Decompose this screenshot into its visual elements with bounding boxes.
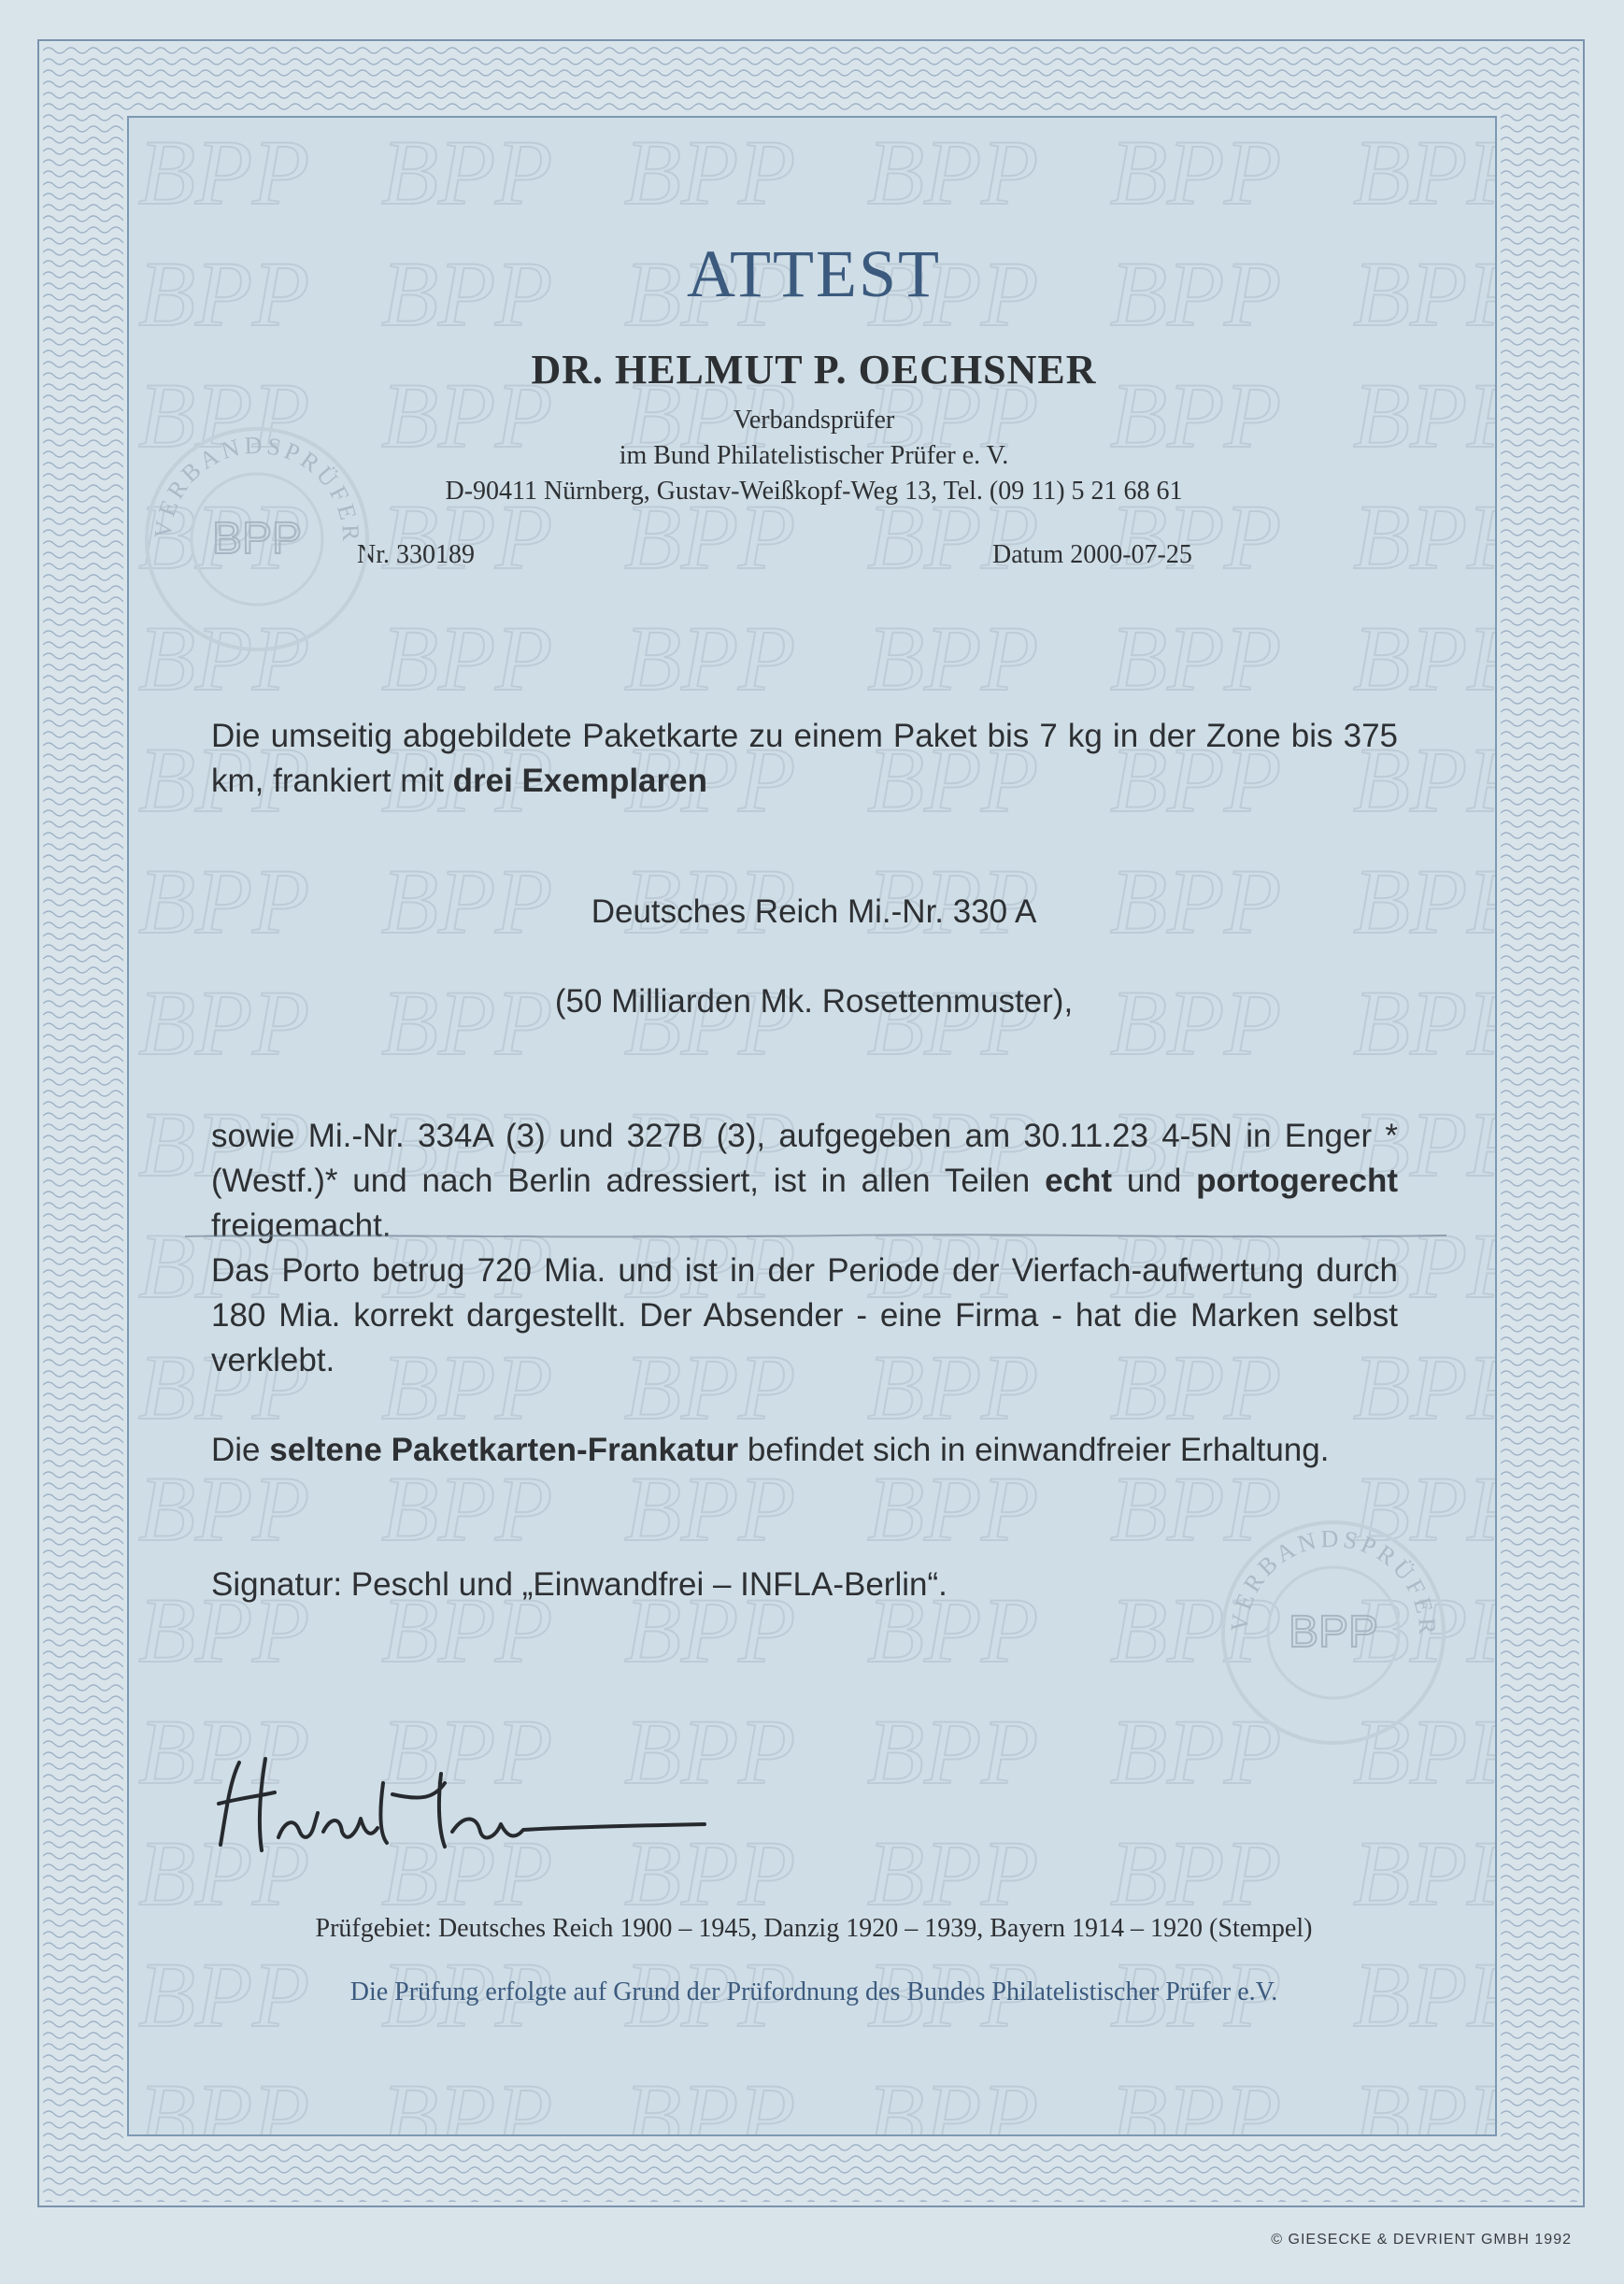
bpp-embossed-seal-right	[1217, 1516, 1450, 1749]
date-label: Datum	[992, 540, 1064, 569]
left-seal-center: BPP	[211, 514, 303, 564]
details-text: sowie Mi.-Nr. 334A (3) und 327B (3), aufgegeben am 30.11.23 4-5N in Enger *(Westf.)* und nach Berlin adressiert, ist in allen Teilen	[211, 1118, 1398, 1199]
condition-bold: seltene Paketkarten-Frankatur	[269, 1432, 739, 1468]
certificate-title: ATTEST	[687, 236, 941, 311]
paragraph-condition	[211, 1428, 1398, 1473]
details-bold-portogerecht: portogerecht	[1196, 1163, 1398, 1199]
certificate-date	[992, 540, 1192, 570]
condition-text-2: befindet sich in einwandfreier Erhaltung.	[738, 1432, 1330, 1468]
details-text-2: und	[1112, 1163, 1197, 1199]
examiner-role: Verbandsprüfer	[733, 406, 895, 435]
details-text-3: freigemacht.	[211, 1207, 392, 1244]
examiner-name: DR. HELMUT P. OECHSNER	[531, 347, 1097, 393]
stamp-description: (50 Milliarden Mk. Rosettenmuster),	[554, 983, 1074, 1020]
bpp-embossed-seal-left	[140, 422, 374, 656]
handwritten-signature	[200, 1746, 723, 1877]
right-seal-center: BPP	[1288, 1607, 1379, 1657]
examination-scope: Prüfgebiet: Deutsches Reich 1900 – 1945, Danzig 1920 – 1939, Bayern 1914 – 1920 (Stempel)	[315, 1914, 1313, 1943]
printer-imprint: © GIESECKE & DEVRIENT GMBH 1992	[1271, 2232, 1572, 2248]
intro-bold: drei Exemplaren	[452, 763, 707, 799]
right-seal-ring-text: VERBANDSPRÜFER	[1225, 1524, 1442, 1639]
examination-statement: Die Prüfung erfolgte auf Grund der Prüfordnung des Bundes Philatelistischer Prüfer e.V.	[349, 1977, 1278, 2006]
number-label: Nr.	[357, 540, 390, 569]
stamp-designation: Deutsches Reich Mi.-Nr. 330 A	[591, 893, 1037, 930]
association-name: im Bund Philatelistischer Prüfer e. V.	[619, 441, 1009, 470]
date-value: 2000-07-25	[1070, 540, 1192, 569]
details-bold-echt: echt	[1045, 1163, 1113, 1199]
examiner-address: D-90411 Nürnberg, Gustav-Weißkopf-Weg 13, Tel. (09 11) 5 21 68 61	[445, 477, 1183, 506]
left-seal-ring-text: VERBANDSPRÜFER	[149, 431, 365, 546]
condition-text: Die	[211, 1432, 270, 1468]
paragraph-intro	[211, 714, 1398, 804]
paragraph-details	[211, 1114, 1398, 1249]
paragraph-postage: Das Porto betrug 720 Mia. und ist in der Periode der Vierfach-aufwertung durch 180 Mia. korrekt dargestellt. Der Absender - eine Firma - hat die Marken selbst verklebt.	[211, 1252, 1398, 1378]
intro-text: Die umseitig abgebildete Paketkarte zu einem Paket bis 7 kg in der Zone bis 375 km, frankiert mit	[211, 718, 1398, 799]
number-value: 330189	[396, 540, 475, 569]
certificate-number	[357, 540, 475, 570]
paper-fold-line	[185, 1232, 1446, 1241]
certificate-panel	[127, 116, 1497, 2136]
signature-note: Signatur: Peschl und „Einwandfrei – INFLA-Berlin“.	[211, 1566, 947, 1603]
